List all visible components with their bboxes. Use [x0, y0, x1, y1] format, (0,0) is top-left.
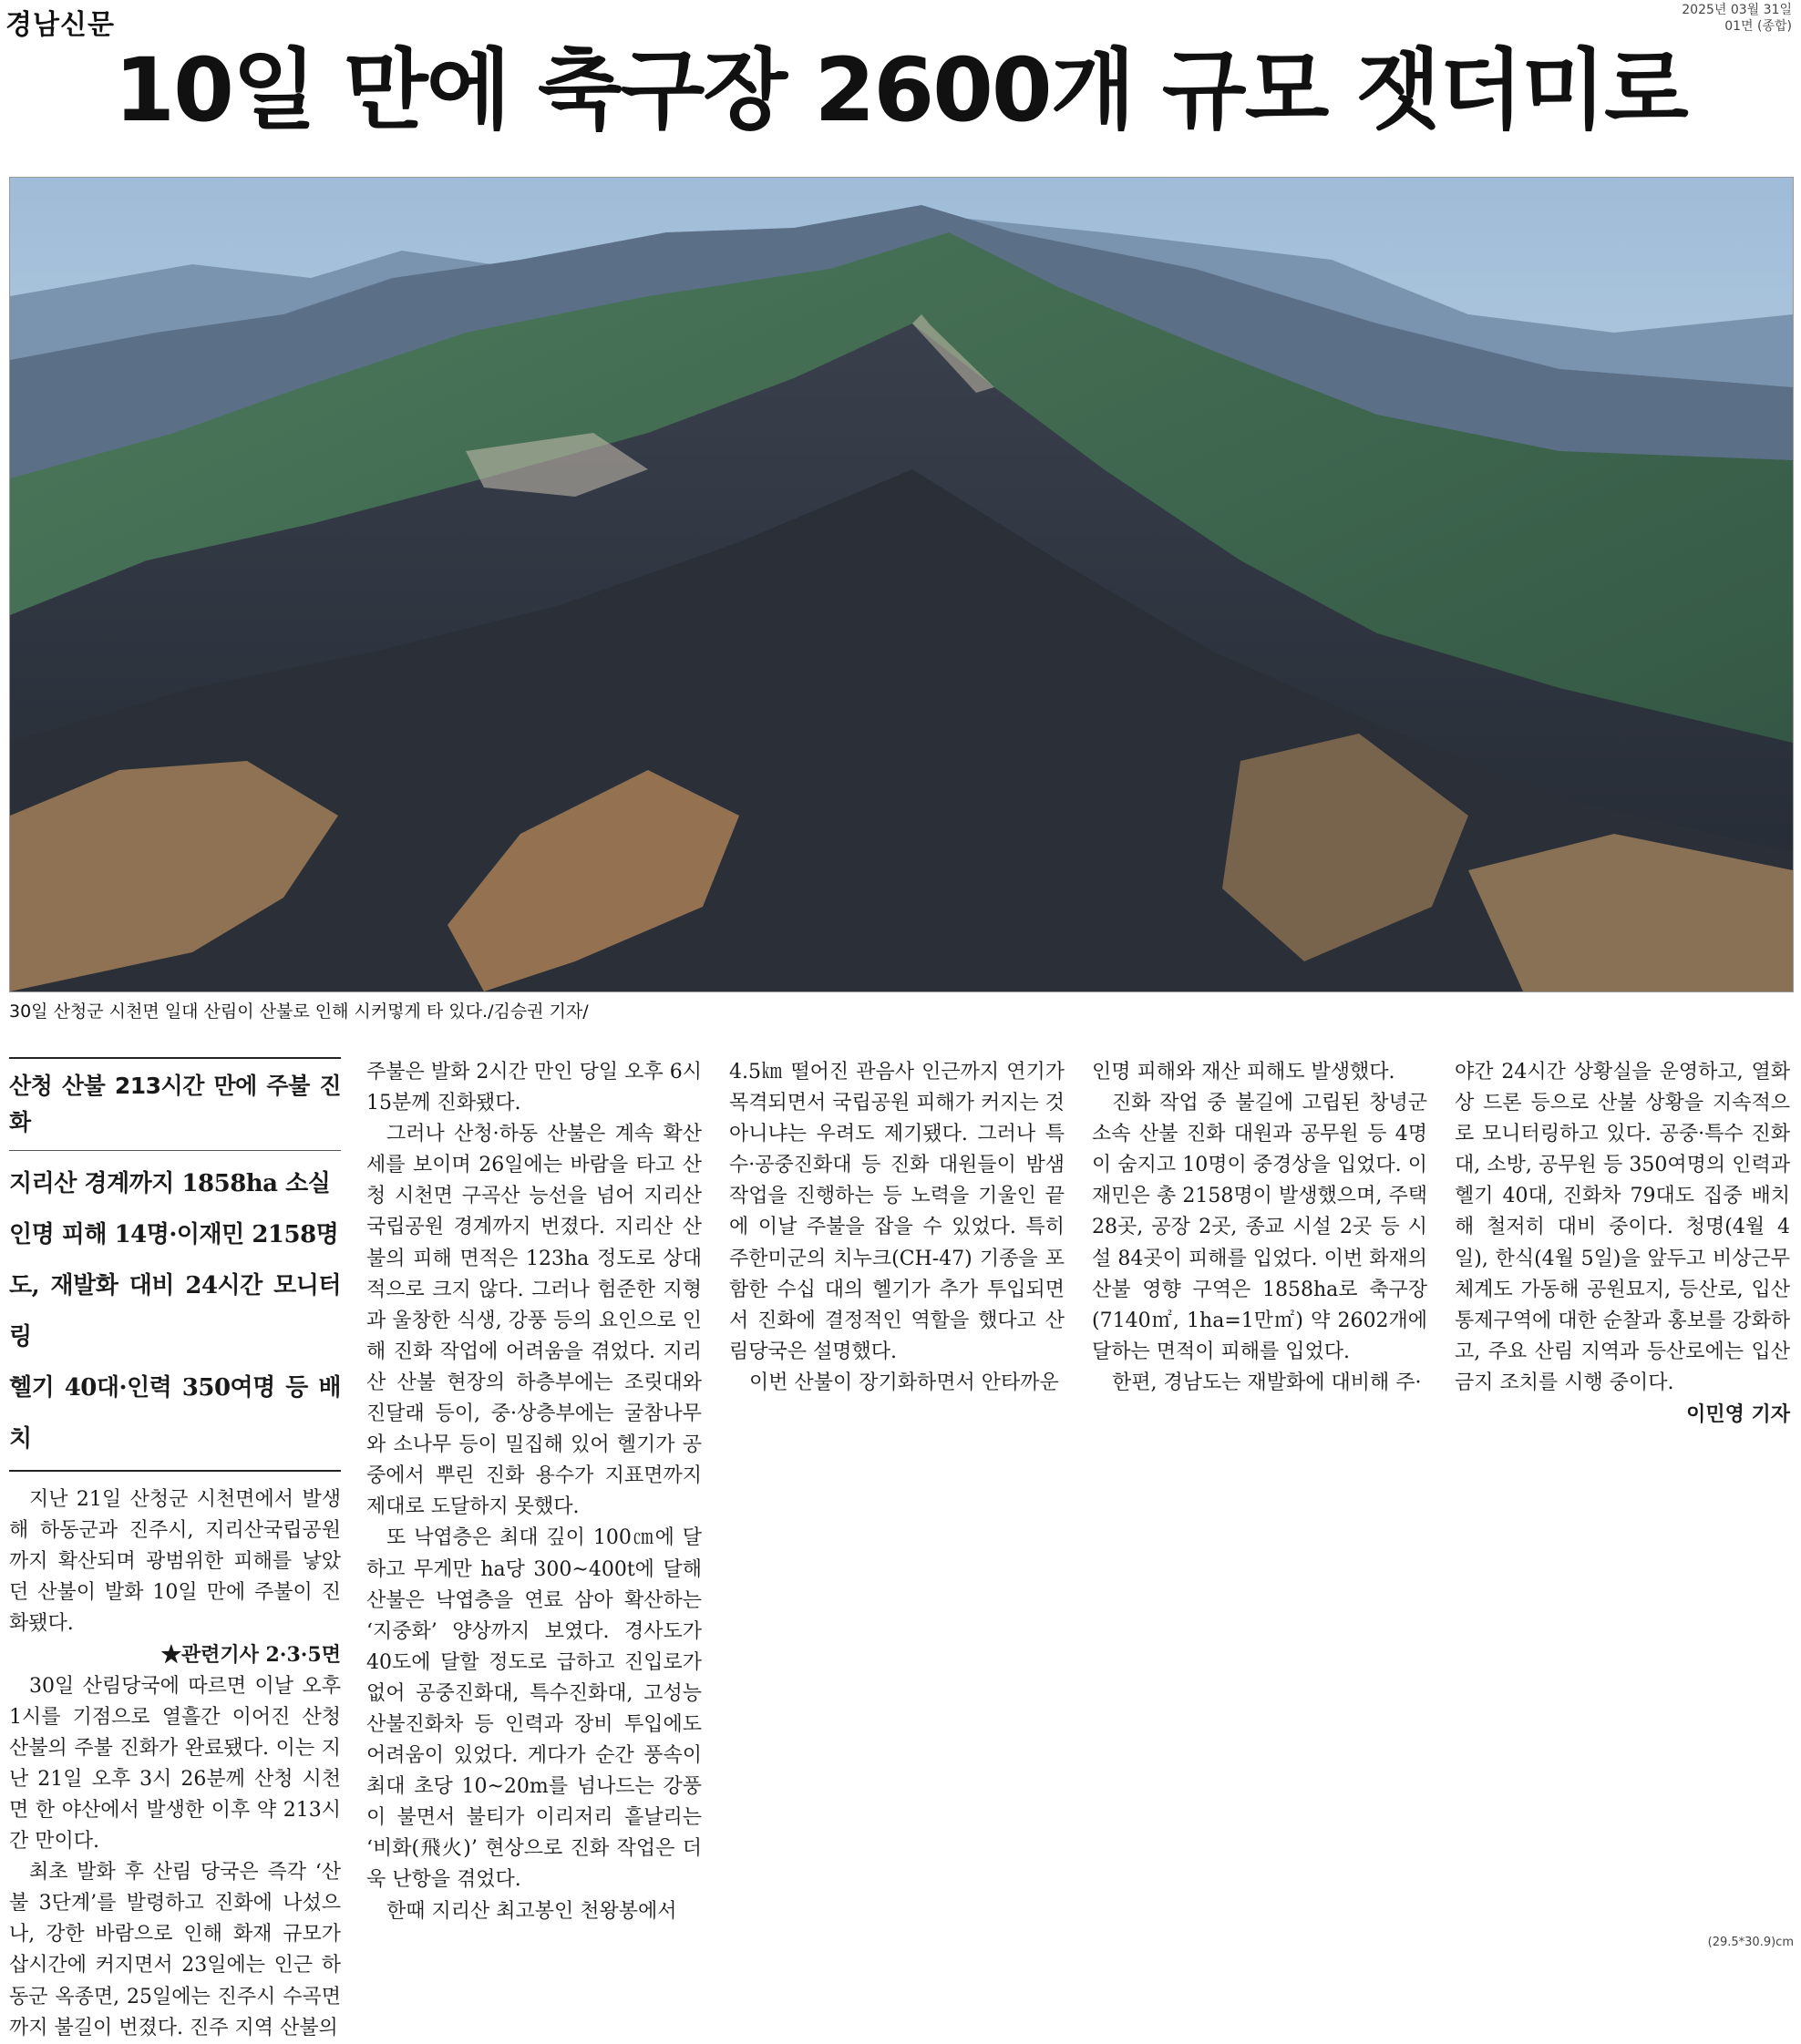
- page-size-note: (29.5*30.9)cm: [1707, 1936, 1794, 1949]
- subheadline-title: 산청 산불 213시간 만에 주불 진화: [9, 1068, 341, 1151]
- article-paragraph: 인명 피해와 재산 피해도 발생했다.: [1092, 1061, 1395, 1084]
- related-articles-note: ★관련기사 2·3·5면: [160, 1643, 341, 1668]
- article-paragraph: 이번 산불이 장기화하면서 안타까운: [749, 1371, 1059, 1394]
- article-column-5: [1455, 1057, 1790, 1430]
- issue-date: 2025년 03월 31일: [1682, 3, 1792, 17]
- article-paragraph: 주불은 발화 2시간 만인 당일 오후 6시 15분께 진화됐다.: [366, 1061, 702, 1115]
- article-column-2: [366, 1057, 702, 1927]
- article-paragraph: 한편, 경남도는 재발화에 대비해 주·: [1112, 1371, 1422, 1394]
- dateline: [1682, 2, 1792, 35]
- article-column-3: [729, 1057, 1065, 1399]
- byline: 이민영 기자: [1686, 1402, 1790, 1427]
- article-column-1: [9, 1057, 341, 2044]
- article-paragraph: 지난 21일 산청군 시천면에서 발생해 하동군과 진주시, 지리산국립공원까지 확산되며 광범위한 피해를 낳았던 산불이 발화 10일 만에 주불이 진화됐다.: [9, 1488, 341, 1636]
- article-paragraph: 최초 발화 후 산림 당국은 즉각 ‘산불 3단계’를 발령하고 진화에 나섰으나, 강한 바람으로 인해 화재 규모가 삽시간에 커지면서 23일에는 인근 하동군 옥종면, 25일에는 진주시 수곡면까지 불길이 번졌다. 진주 지역 산불의: [9, 1861, 341, 2039]
- article-paragraph: 4.5㎞ 떨어진 관음사 인근까지 연기가 목격되면서 국립공원 피해가 커지는 것 아니냐는 우려도 제기됐다. 그러나 특수·공중진화대 등 진화 대원들이 밤샘 작업을 진행하는 등 노력을 기울인 끝에 이날 주불을 잡을 수 있었다. 특히 주한미군의 치누크(CH-47) 기종을 포함한 수십 대의 헬기가 추가 투입되면서 진화에 결정적인 역할을 했다고 산림당국은 설명했다.: [729, 1061, 1065, 1363]
- subheadline-line: 인명 피해 14명·이재민 2158명: [9, 1221, 339, 1248]
- burnt-mountain-photo: [9, 177, 1794, 992]
- article-paragraph: 30일 산림당국에 따르면 이날 오후 1시를 기점으로 열흘간 이어진 산청 산불의 주불 진화가 완료됐다. 이는 지난 21일 오후 3시 26분께 산청 시천면 한 야산에서 발생한 이후 약 213시간 만이다.: [9, 1674, 341, 1854]
- article-paragraph: 한때 지리산 최고봉인 천왕봉에서: [386, 1899, 677, 1923]
- page-number: 01면 (종합): [1724, 19, 1792, 34]
- headline: 10일 만에 축구장 2600개 규모 잿더미로: [114, 39, 1687, 141]
- article-paragraph: 진화 작업 중 불길에 고립된 창녕군 소속 산불 진화 대원과 공무원 등 4명이 숨지고 10명이 중경상을 입었다. 이재민은 총 2158명이 발생했으며, 주택 28곳, 공장 2곳, 종교 시설 2곳 등 시설 84곳이 피해를 입었다. 이번 화재의 산불 영향 구역은 1858ha로 축구장(7140㎡, 1ha=1만㎡) 약 2602개에 달하는 면적이 피해를 입었다.: [1092, 1092, 1427, 1363]
- article-column-4: [1092, 1057, 1427, 1399]
- photo-caption: 30일 산청군 시천면 일대 산림이 산불로 인해 시커멓게 타 있다./김승권 기자/: [9, 1001, 589, 1022]
- article-paragraph: 또 낙엽층은 최대 깊이 100㎝에 달하고 무게만 ha당 300~400t에 달해 산불은 낙엽층을 연료 삼아 확산하는 ‘지중화’ 양상까지 보였다. 경사도가 40도에 달할 정도로 급하고 진입로가 없어 공중진화대, 특수진화대, 고성능 산불진화차 등 인력과 장비 투입에도 어려움이 있었다. 게다가 순간 풍속이 최대 초당 10~20m를 넘나드는 강풍이 불면서 불티가 이리저리 흩날리는 ‘비화(飛火)’ 현상으로 진화 작업은 더욱 난항을 겪었다.: [366, 1526, 702, 1892]
- mountain-illustration: [10, 178, 1793, 991]
- subheadline-line: 헬기 40대·인력 350여명 등 배치: [9, 1374, 341, 1453]
- subheadline-line: 지리산 경계까지 1858ha 소실: [9, 1170, 331, 1197]
- newspaper-masthead: 경남신문: [5, 9, 115, 41]
- article-paragraph: 그러나 산청·하동 산불은 계속 확산세를 보이며 26일에는 바람을 타고 산청 시천면 구곡산 능선을 넘어 지리산 국립공원 경계까지 번졌다. 지리산 산불의 피해 면적은 123ha 정도로 상대적으로 크지 않다. 그러나 험준한 지형과 울창한 식생, 강풍 등의 요인으로 인해 진화 작업에 어려움을 겪었다. 지리산 산불 현장의 하층부에는 조릿대와 진달래 등이, 중·상층부에는 굴참나무와 소나무 등이 밀집해 있어 헬기가 공중에서 뿌린 진화 용수가 지표면까지 제대로 도달하지 못했다.: [366, 1123, 702, 1519]
- article-paragraph: 야간 24시간 상황실을 운영하고, 열화상 드론 등으로 산불 상황을 지속적으로 모니터링하고 있다. 공중·특수 진화대, 소방, 공무원 등 350여명의 인력과 헬기 40대, 진화차 79대도 집중 배치해 철저히 대비 중이다. 청명(4월 4일), 한식(4월 5일)을 앞두고 비상근무 체계도 가동해 공원묘지, 등산로, 입산 통제구역에 대한 순찰과 홍보를 강화하고, 주요 산림 지역과 등산로에는 입산금지 조치를 시행 중이다.: [1455, 1061, 1791, 1394]
- subheadline-line: 도, 재발화 대비 24시간 모니터링: [9, 1272, 341, 1351]
- subheadline-box: [9, 1057, 341, 1472]
